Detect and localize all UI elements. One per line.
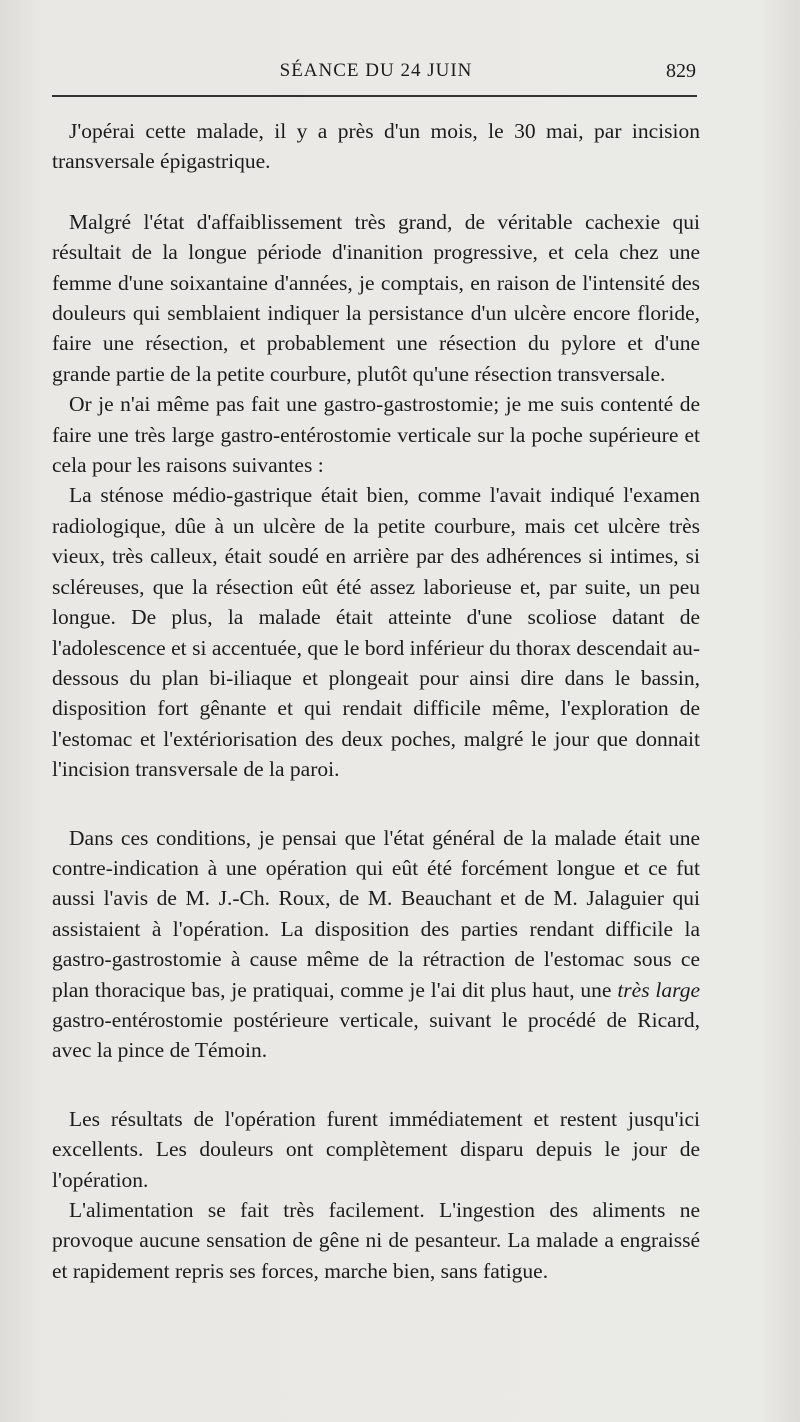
running-title: SÉANCE DU 24 JUIN: [279, 60, 473, 81]
paragraph-1: J'opérai cette malade, il y a près d'un mois, le 30 mai, par incision transversale épigastrique.: [52, 119, 700, 174]
body-text: [52, 116, 700, 1286]
paragraph-5-italic: très large: [617, 977, 700, 1002]
paragraph-3: Or je n'ai même pas fait une gastro-gastrostomie; je me suis contenté de faire une très large gastro-entérostomie verticale sur la poche supérieure et cela pour les raisons suivantes :: [52, 392, 700, 478]
paragraph-5: [52, 823, 700, 1066]
paragraph-5-text-b: gastro-entérostomie postérieure verticale, suivant le procédé de Ricard, avec la pince de Témoin.: [52, 1007, 700, 1063]
paragraph-6: Les résultats de l'opération furent immédiatement et restent jusqu'ici excellents. Les douleurs ont complètement disparu depuis le jour de l'opération.: [52, 1106, 700, 1192]
page-number: 829: [666, 60, 696, 82]
header-rule: [52, 95, 697, 97]
paragraph-4: La sténose médio-gastrique était bien, comme l'avait indiqué l'examen radiologique, dûe à un ulcère de la petite courbure, mais cet ulcère très vieux, très calleux, était soudé en arrière par des adhérences si intimes, si scléreuses, que la résection eût été assez laborieuse et, par suite, un peu longue. De plus, la malade était atteinte d'une scoliose datant de l'adolescence et si accentuée, que le bord inférieur du thorax descendait au-dessous du plan bi-iliaque et plongeait pour ainsi dire dans le bassin, disposition fort gênante et qui rendait difficile même, l'exploration de l'estomac et l'extériorisation des deux poches, malgré le jour que donnait l'incision transversale de la paroi.: [52, 483, 700, 782]
paragraph-7: L'alimentation se fait très facilement. L'ingestion des aliments ne provoque aucune sensation de gêne ni de pesanteur. La malade a engraissé et rapidement repris ses forces, marche bien, sans fatigue.: [52, 1198, 700, 1283]
paragraph-5-text-a: Dans ces conditions, je pensai que l'état général de la malade était une contre-indication à une opération qui eût été forcément longue et ce fut aussi l'avis de M. J.-Ch. Roux, de M. Beauchant et de M. Jalaguier qui assistaient à l'opération. La disposition des parties rendant difficile la gastro-gastrostomie à cause même de la rétraction de l'estomac sous ce plan thoracique bas, je pratiquai, comme je l'ai dit plus haut, une: [52, 825, 700, 1002]
running-head: [52, 58, 700, 88]
paragraph-2: Malgré l'état d'affaiblissement très grand, de véritable cachexie qui résultait de la longue période d'inanition progressive, et cela chez une femme d'une soixantaine d'années, je comptais, en raison de l'intensité des douleurs qui semblaient indiquer la persistance d'un ulcère encore floride, faire une résection, et probablement une résection du pylore et d'une grande partie de la petite courbure, plutôt qu'une résection transversale.: [52, 209, 700, 386]
